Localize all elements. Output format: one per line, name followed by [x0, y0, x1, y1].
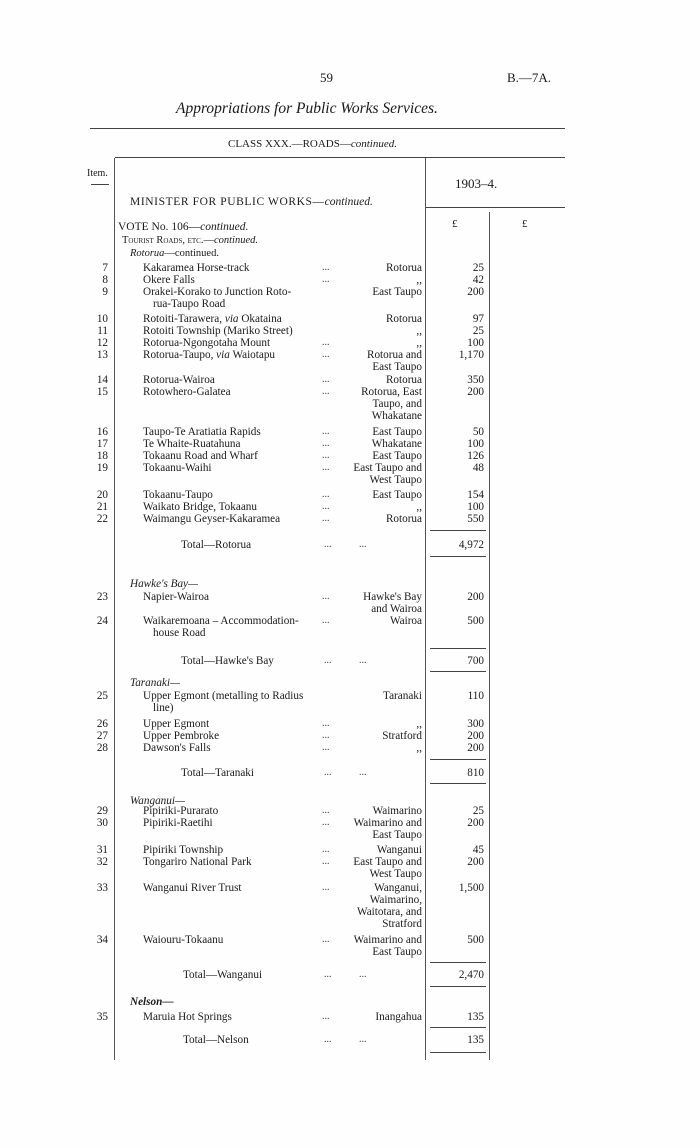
item-number: 15	[96, 386, 108, 398]
item-column-divider	[114, 158, 115, 1060]
leader-dots: ...	[322, 262, 330, 273]
location: Stratford	[382, 730, 422, 742]
item-number: 28	[96, 742, 108, 754]
tourist-roads-heading	[122, 235, 258, 247]
item-number: 31	[96, 844, 108, 856]
amount: 500	[467, 615, 484, 627]
minister-heading	[130, 196, 373, 208]
item-description: Waikato Bridge, Tokaanu	[143, 501, 257, 513]
leader-dots: ...	[322, 337, 330, 348]
amount: 110	[467, 690, 484, 702]
item-number: 30	[96, 817, 108, 829]
class-rule	[115, 157, 565, 158]
amount: 48	[472, 462, 484, 474]
leader-dots: ...	[322, 450, 330, 461]
location: East Taupo	[372, 426, 422, 438]
item-number: 25	[96, 690, 108, 702]
location: Waimarino,	[369, 894, 422, 906]
item-description: Tongariro National Park	[143, 856, 252, 868]
item-number: 9	[102, 286, 108, 298]
amount: 200	[467, 591, 484, 603]
item-description: Upper Egmont	[143, 718, 210, 730]
item-number: 8	[102, 274, 108, 286]
amount: 200	[467, 856, 484, 868]
leader-dots: ...	[322, 882, 330, 893]
item-number: 34	[96, 934, 108, 946]
rotorua-total-dots: ... ...	[324, 539, 367, 550]
location: Waimarino	[372, 805, 422, 817]
nelson-total-label: Total—Nelson	[183, 1034, 249, 1046]
wanganui-total-dots: ... ...	[324, 969, 367, 980]
amount: 1,170	[458, 349, 484, 361]
item-number: 32	[96, 856, 108, 868]
leader-dots: ...	[322, 615, 330, 626]
item-description: Rotoiti Township (Mariko Street)	[143, 325, 293, 337]
amount: 135	[467, 1011, 484, 1023]
amount: 200	[467, 286, 484, 298]
location: Wanganui,	[374, 882, 422, 894]
leader-dots: ...	[322, 349, 330, 360]
leader-dots: ...	[322, 374, 330, 385]
location: West Taupo	[369, 474, 422, 486]
vote-heading-text: VOTE No. 106—	[118, 221, 201, 233]
rotorua-subheading	[130, 248, 219, 260]
leader-dots: ...	[322, 856, 330, 867]
currency-symbol-2: £	[522, 218, 528, 230]
taranaki-total-label: Total—Taranaki	[181, 767, 254, 779]
amount: 500	[467, 934, 484, 946]
location: Stratford	[382, 918, 422, 930]
item-description: Te Whaite-Ruatahuna	[143, 438, 241, 450]
item-description: Okere Falls	[143, 274, 195, 286]
leader-dots: ...	[322, 718, 330, 729]
taranaki-total-dots: ... ...	[324, 767, 367, 778]
leader-dots: ...	[322, 1011, 330, 1022]
location: ,,	[416, 274, 422, 286]
item-description: Rotorua-Wairoa	[143, 374, 215, 386]
location: Rotorua	[385, 262, 422, 274]
class-heading-text: CLASS XXX.—ROADS—	[228, 138, 351, 150]
item-description: house Road	[153, 627, 206, 639]
item-header-rule	[91, 184, 109, 185]
location: Rotorua	[385, 374, 422, 386]
leader-dots: ...	[322, 805, 330, 816]
item-column-header: Item.	[87, 168, 108, 179]
amount: 154	[467, 489, 484, 501]
item-description: Kakaramea Horse-track	[143, 262, 250, 274]
location: Wanganui	[376, 844, 422, 856]
location: East Taupo	[372, 489, 422, 501]
item-description: Dawson's Falls	[143, 742, 211, 754]
leader-dots: ...	[322, 501, 330, 512]
location: East Taupo	[372, 946, 422, 958]
tourist-roads-continued: continued.	[213, 235, 259, 246]
amount: 200	[467, 386, 484, 398]
location: East Taupo	[372, 286, 422, 298]
item-description: Waimangu Geyser-Kakaramea	[143, 513, 281, 525]
item-number: 17	[96, 438, 108, 450]
location: Wairoa	[389, 615, 422, 627]
location: East Taupo	[372, 361, 422, 373]
nelson-subheading: Nelson—	[130, 996, 174, 1008]
title-rule	[90, 128, 565, 129]
wanganui-total-rule	[430, 962, 486, 963]
item-number: 26	[96, 718, 108, 730]
item-description: Rotowhero-Galatea	[143, 386, 231, 398]
item-description: Waikaremoana – Accommodation-	[143, 615, 299, 627]
amount: 100	[467, 501, 484, 513]
leader-dots: ...	[322, 462, 330, 473]
minister-heading-continued: continued.	[324, 196, 373, 208]
second-amount-divider	[489, 212, 490, 1060]
location: and Wairoa	[371, 603, 422, 615]
location: Hawke's Bay	[363, 591, 422, 603]
rotorua-total-rule	[430, 530, 486, 531]
rotorua-subheading-continued: —continued.	[164, 248, 219, 259]
tourist-roads-text: Tourist Roads, etc.—	[122, 235, 214, 246]
rotorua-total-underline	[430, 556, 486, 557]
wanganui-total-amount: 2,470	[458, 969, 484, 981]
amount: 97	[472, 313, 484, 325]
leader-dots: ...	[322, 844, 330, 855]
amount: 25	[472, 805, 484, 817]
item-number: 27	[96, 730, 108, 742]
leader-dots: ...	[322, 591, 330, 602]
leader-dots: ...	[322, 742, 330, 753]
hawkes-bay-total-dots: ... ...	[324, 655, 367, 666]
nelson-total-dots: ... ...	[324, 1034, 367, 1045]
location: ,,	[416, 337, 422, 349]
amount: 200	[467, 817, 484, 829]
class-heading	[228, 138, 397, 150]
location: ,,	[416, 501, 422, 513]
item-number: 12	[96, 337, 108, 349]
page-number: 59	[320, 70, 333, 85]
item-number: 10	[96, 313, 108, 325]
location: Whakatane	[371, 438, 422, 450]
hawkes-bay-total-amount: 700	[467, 655, 484, 667]
item-number: 29	[96, 805, 108, 817]
item-description: Taupo-Te Aratiatia Rapids	[143, 426, 261, 438]
item-description: Pipiriki Township	[143, 844, 224, 856]
taranaki-total-rule	[430, 759, 486, 760]
item-description: Tokaanu Road and Wharf	[143, 450, 258, 462]
currency-symbol-1: £	[452, 218, 458, 230]
amount: 100	[467, 438, 484, 450]
item-description: Maruia Hot Springs	[143, 1011, 232, 1023]
location: Inangahua	[375, 1011, 422, 1023]
location: Rotorua, East	[361, 386, 422, 398]
location: Waimarino and	[353, 934, 422, 946]
hawkes-bay-total-underline	[430, 671, 486, 672]
amount: 50	[472, 426, 484, 438]
item-number: 18	[96, 450, 108, 462]
location: West Taupo	[369, 868, 422, 880]
amount: 200	[467, 742, 484, 754]
leader-dots: ...	[322, 386, 330, 397]
nelson-total-underline	[430, 1052, 486, 1053]
item-description: line)	[153, 702, 174, 714]
rotorua-total-amount: 4,972	[458, 539, 484, 551]
location: Taupo, and	[372, 398, 422, 410]
item-number: 20	[96, 489, 108, 501]
amount: 100	[467, 337, 484, 349]
year-header-rule	[426, 207, 565, 208]
location: Rotorua	[385, 513, 422, 525]
item-description: rua-Taupo Road	[153, 298, 226, 310]
location: Waimarino and	[353, 817, 422, 829]
location: East Taupo and	[353, 856, 422, 868]
item-number: 19	[96, 462, 108, 474]
year-header: 1903–4.	[455, 176, 498, 191]
item-description: Upper Pembroke	[143, 730, 220, 742]
amount: 350	[467, 374, 484, 386]
taranaki-subheading: Taranaki—	[130, 677, 180, 689]
taranaki-total-amount: 810	[467, 767, 484, 779]
item-description: Rotorua-Ngongotaha Mount	[143, 337, 271, 349]
location: East Taupo and	[353, 462, 422, 474]
taranaki-total-underline	[430, 783, 486, 784]
leader-dots: ...	[322, 817, 330, 828]
amount: 126	[467, 450, 484, 462]
location: Waitotara, and	[357, 906, 422, 918]
location: Rotorua and	[367, 349, 422, 361]
page-title: Appropriations for Public Works Services.	[176, 100, 438, 117]
item-number: 22	[96, 513, 108, 525]
hawkes-bay-total-label: Total—Hawke's Bay	[181, 655, 274, 667]
nelson-total-amount: 135	[467, 1034, 484, 1046]
amount: 550	[467, 513, 484, 525]
amount: 25	[472, 325, 484, 337]
location: ,,	[416, 742, 422, 754]
item-description: Upper Egmont (metalling to Radius	[143, 690, 304, 702]
leader-dots: ...	[322, 489, 330, 500]
document-reference: B.—7A.	[507, 70, 552, 85]
vote-heading-continued: continued.	[200, 221, 249, 233]
leader-dots: ...	[322, 426, 330, 437]
item-number: 24	[96, 615, 108, 627]
item-number: 21	[96, 501, 108, 513]
vote-heading	[118, 221, 248, 233]
location: Whakatane	[371, 410, 422, 422]
item-description: Napier-Wairoa	[143, 591, 209, 603]
location: ,,	[416, 325, 422, 337]
leader-dots: ...	[322, 730, 330, 741]
location: ,,	[416, 718, 422, 730]
class-heading-continued: continued.	[350, 138, 397, 150]
amount: 200	[467, 730, 484, 742]
item-description: Rotoiti-Tarawera, via Okataina	[143, 313, 282, 325]
minister-heading-text: MINISTER FOR PUBLIC WORKS—	[130, 196, 325, 208]
location: Taranaki	[383, 690, 422, 702]
item-description: Wanganui River Trust	[143, 882, 242, 894]
item-number: 13	[96, 349, 108, 361]
item-number: 14	[96, 374, 108, 386]
leader-dots: ...	[322, 934, 330, 945]
wanganui-total-underline	[430, 986, 486, 987]
item-description: Pipiriki-Purarato	[143, 805, 219, 817]
item-number: 11	[97, 325, 108, 337]
rotorua-subheading-text: Rotorua	[130, 248, 165, 259]
wanganui-total-label: Total—Wanganui	[183, 969, 263, 981]
leader-dots: ...	[322, 438, 330, 449]
item-number: 7	[102, 262, 108, 274]
nelson-total-rule	[430, 1027, 486, 1028]
leader-dots: ...	[322, 513, 330, 524]
hawkes-bay-subheading: Hawke's Bay—	[130, 578, 198, 590]
amount: 300	[467, 718, 484, 730]
location: East Taupo	[372, 829, 422, 841]
wanganui-subheading: Wanganui—	[130, 795, 185, 807]
item-number: 16	[96, 426, 108, 438]
item-number: 23	[96, 591, 108, 603]
amount-column-divider	[425, 158, 426, 1060]
item-description: Rotorua-Taupo, via Waiotapu	[143, 349, 276, 361]
amount: 42	[472, 274, 484, 286]
rotorua-total-label: Total—Rotorua	[181, 539, 252, 551]
item-description: Orakei-Korako to Junction Roto-	[143, 286, 292, 298]
item-number: 35	[96, 1011, 108, 1023]
item-description: Pipiriki-Raetihi	[143, 817, 213, 829]
amount: 45	[472, 844, 484, 856]
item-number: 33	[96, 882, 108, 894]
item-description: Waiouru-Tokaanu	[143, 934, 224, 946]
leader-dots: ...	[322, 274, 330, 285]
hawkes-bay-total-rule	[430, 648, 486, 649]
item-description: Tokaanu-Taupo	[143, 489, 213, 501]
amount: 25	[472, 262, 484, 274]
location: Rotorua	[385, 313, 422, 325]
location: East Taupo	[372, 450, 422, 462]
amount: 1,500	[458, 882, 484, 894]
item-description: Tokaanu-Waihi	[143, 462, 212, 474]
